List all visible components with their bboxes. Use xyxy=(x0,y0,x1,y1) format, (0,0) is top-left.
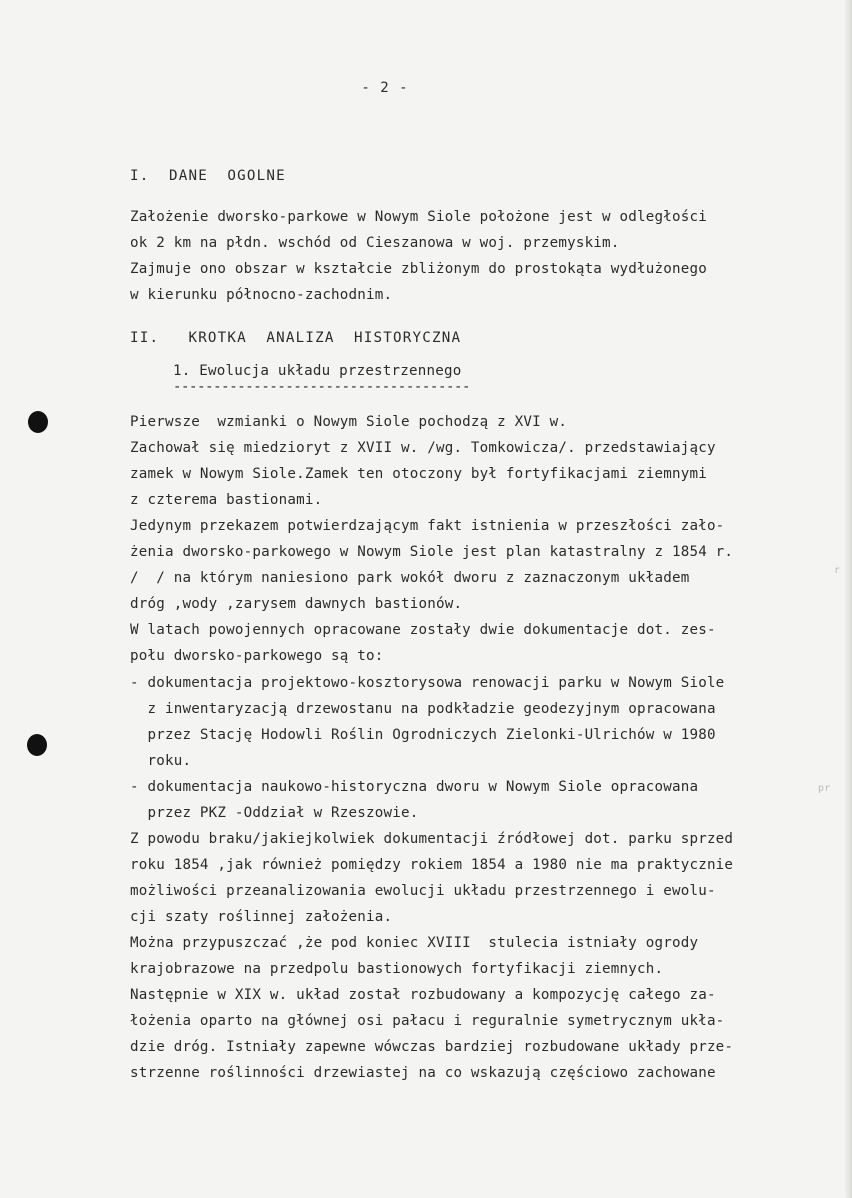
subsection-heading: 1. Ewolucja układu przestrzennego xyxy=(173,363,462,379)
list-item-line: z inwentaryzacją drzewostanu na podkładzie geodezyjnym opracowana xyxy=(130,701,716,717)
margin-fragment: r xyxy=(834,565,840,576)
paragraph-line: ok 2 km na płdn. wschód od Cieszanowa w woj. przemyskim. xyxy=(130,235,620,251)
paragraph-line: W latach powojennych opracowane zostały dwie dokumentacje dot. zes- xyxy=(130,622,716,638)
paragraph-line: możliwości przeanalizowania ewolucji układu przestrzennego i ewolu- xyxy=(130,883,716,899)
paragraph-line: strzenne roślinności drzewiastej na co wskazują częściowo zachowane xyxy=(130,1065,716,1081)
list-item-line: roku. xyxy=(130,753,192,769)
paragraph-line: zamek w Nowym Siole.Zamek ten otoczony był fortyfikacjami ziemnymi xyxy=(130,466,707,482)
paragraph-line: roku 1854 ,jak również pomiędzy rokiem 1854 a 1980 nie ma praktycznie xyxy=(130,857,734,873)
list-item-line: - dokumentacja projektowo-kosztorysowa renowacji parku w Nowym Siole xyxy=(130,675,725,691)
paragraph-line: Pierwsze wzmianki o Nowym Siole pochodzą z XVI w. xyxy=(130,414,568,430)
punch-hole-bottom xyxy=(27,734,47,756)
subsection-underline: ------------------------------------- xyxy=(173,379,471,395)
margin-fragment: pr xyxy=(818,783,831,794)
paragraph-line: Założenie dworsko-parkowe w Nowym Siole położone jest w odległości xyxy=(130,209,707,225)
paragraph-line: połu dworsko-parkowego są to: xyxy=(130,648,384,664)
paragraph-line: żenia dworsko-parkowego w Nowym Siole jest plan katastralny z 1854 r. xyxy=(130,544,734,560)
paragraph-line: Z powodu braku/jakiejkolwiek dokumentacji źródłowej dot. parku sprzed xyxy=(130,831,734,847)
punch-hole-top xyxy=(28,411,48,433)
page-edge xyxy=(844,0,852,1198)
page-number: - 2 - xyxy=(361,80,409,96)
list-item-line: przez Stację Hodowli Roślin Ogrodniczych Zielonki-Ulrichów w 1980 xyxy=(130,727,716,743)
section-heading-history: II. KROTKA ANALIZA HISTORYCZNA xyxy=(130,330,462,346)
paragraph-line: Można przypuszczać ,że pod koniec XVIII stulecia istniały ogrody xyxy=(130,935,699,951)
paragraph-line: cji szaty roślinnej założenia. xyxy=(130,909,393,925)
paragraph-line: łożenia oparto na głównej osi pałacu i reguralnie symetrycznym ukła- xyxy=(130,1013,725,1029)
paragraph-line: / / na którym naniesiono park wokół dworu z zaznaczonym układem xyxy=(130,570,690,586)
paragraph-line: z czterema bastionami. xyxy=(130,492,323,508)
section-heading-general: I. DANE OGOLNE xyxy=(130,168,286,184)
paragraph-line: krajobrazowe na przedpolu bastionowych fortyfikacji ziemnych. xyxy=(130,961,664,977)
list-item-line: - dokumentacja naukowo-historyczna dworu w Nowym Siole opracowana xyxy=(130,779,699,795)
paragraph-line: Jedynym przekazem potwierdzającym fakt istnienia w przeszłości zało- xyxy=(130,518,725,534)
paragraph-line: w kierunku północno-zachodnim. xyxy=(130,287,393,303)
list-item-line: przez PKZ -Oddział w Rzeszowie. xyxy=(130,805,419,821)
paragraph-line: Następnie w XIX w. układ został rozbudowany a kompozycję całego za- xyxy=(130,987,716,1003)
paragraph-line: Zachował się miedzioryt z XVII w. /wg. Tomkowicza/. przedstawiający xyxy=(130,440,716,456)
paragraph-line: Zajmuje ono obszar w kształcie zbliżonym do prostokąta wydłużonego xyxy=(130,261,707,277)
paragraph-line: dzie dróg. Istniały zapewne wówczas bardziej rozbudowane układy prze- xyxy=(130,1039,734,1055)
paragraph-line: dróg ,wody ,zarysem dawnych bastionów. xyxy=(130,596,463,612)
